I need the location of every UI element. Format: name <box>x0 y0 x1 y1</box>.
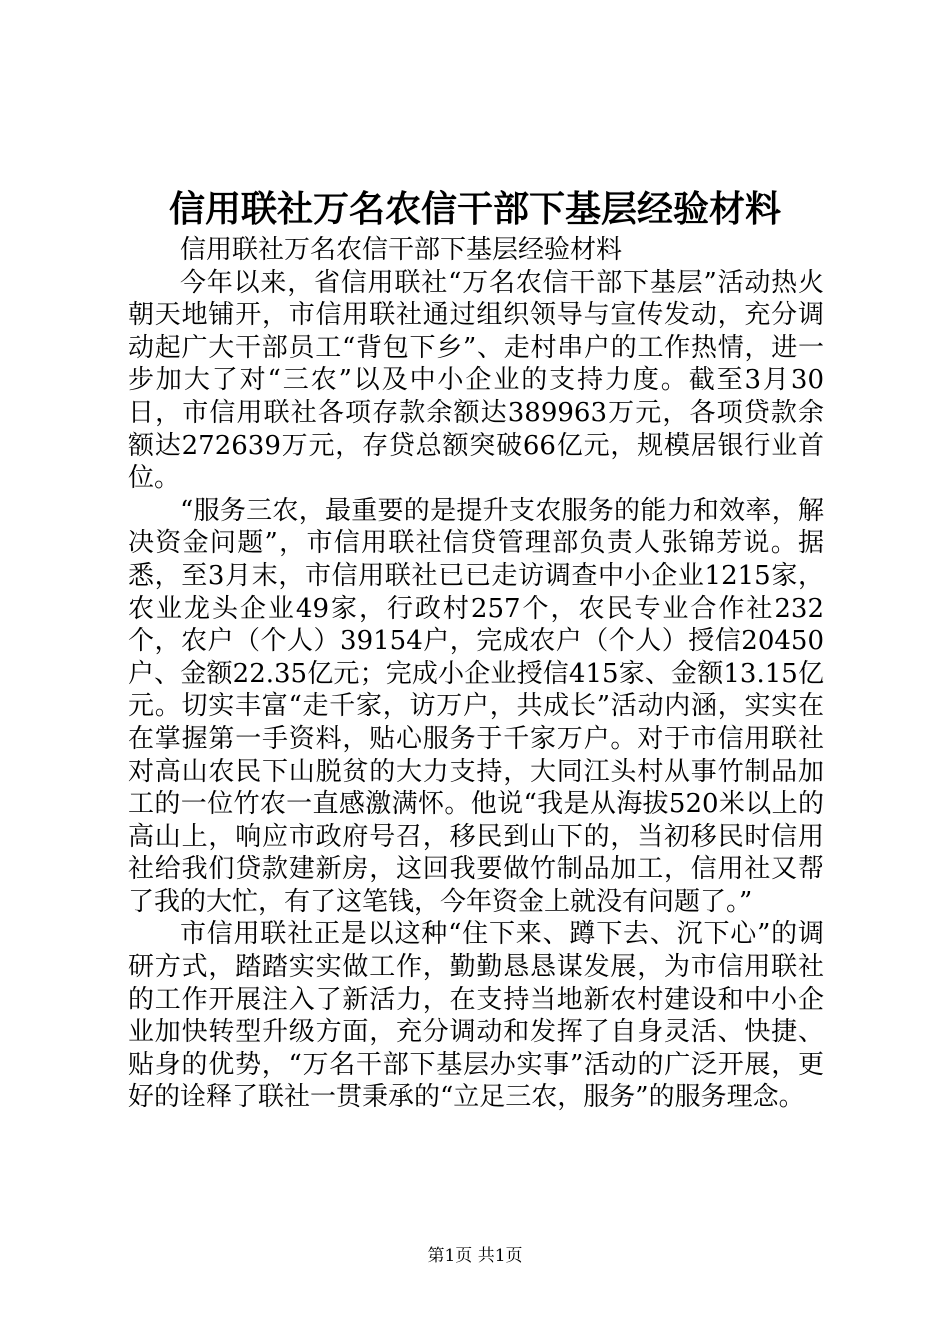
page-footer <box>0 1244 950 1268</box>
page-number: 第1页 <box>427 1246 473 1266</box>
document-body <box>128 234 824 1114</box>
body-paragraph: 市信用联社正是以这种“住下来、蹲下去、沉下心”的调研方式，踏踏实实做工作，勤勤恳恳谋发展，为市信用联社的工作开展注入了新活力，在支持当地新农村建设和中小企业加快转型升级方面，充分调动和发挥了自身灵活、快捷、贴身的优势，“万名干部下基层办实事”活动的广泛开展，更好的诠释了联社一贯秉承的“立足三农，服务”的服务理念。 <box>128 919 824 1113</box>
body-paragraph: 信用联社万名农信干部下基层经验材料 <box>180 235 623 265</box>
body-paragraph: 今年以来，省信用联社“万名农信干部下基层”活动热火朝天地铺开，市信用联社通过组织领导与宣传发动，充分调动起广大干部员工“背包下乡”、走村串户的工作热情，进一步加大了对“三农”以及中小企业的支持力度。截至3月30日，市信用联社各项存款余额达389963万元，各项贷款余额达272639万元，存贷总额突破66亿元，规模居银行业首位。 <box>128 267 824 494</box>
body-paragraph: “服务三农，最重要的是提升支农服务的能力和效率，解决资金问题”，市信用联社信贷管理部负责人张锦芳说。据悉，至3月末，市信用联社已已走访调查中小企业1215家，农业龙头企业49家，行政村257个，农民专业合作社232个，农户（个人）39154户，完成农户（个人）授信20450户、金额22.35亿元；完成小企业授信415家、金额13.15亿元。切实丰富“走千家，访万户，共成长”活动内涵，实实在在掌握第一手资料，贴心服务于千家万户。对于市信用联社对高山农民下山脱贫的大力支持，大同江头村从事竹制品加工的一位竹农一直感激满怀。他说“我是从海拔520米以上的高山上，响应市政府号召，移民到山下的，当初移民时信用社给我们贷款建新房，这回我要做竹制品加工，信用社又帮了我的大忙，有了这笔钱，今年资金上就没有问题了。” <box>128 495 824 917</box>
document-title: 信用联社万名农信干部下基层经验材料 <box>168 188 781 230</box>
page-total: 共1页 <box>477 1246 523 1266</box>
